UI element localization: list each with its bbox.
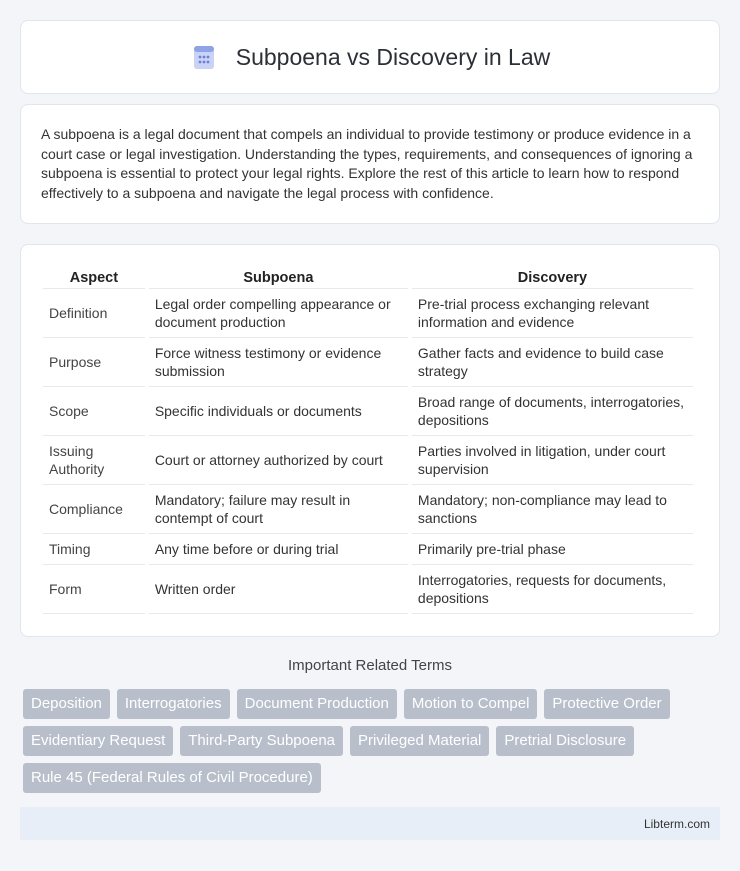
term-tag[interactable]: Pretrial Disclosure bbox=[496, 726, 634, 756]
table-row bbox=[43, 338, 693, 387]
comparison-table-card bbox=[20, 244, 720, 637]
cell-aspect: Compliance bbox=[43, 485, 145, 534]
cell-discovery: Parties involved in litigation, under court supervision bbox=[412, 436, 693, 485]
table-row bbox=[43, 485, 693, 534]
table-header-row bbox=[43, 265, 693, 289]
term-tag[interactable]: Interrogatories bbox=[117, 689, 230, 719]
header-aspect: Aspect bbox=[43, 265, 145, 289]
cell-discovery: Pre-trial process exchanging relevant information and evidence bbox=[412, 289, 693, 338]
table-row bbox=[43, 289, 693, 338]
term-tag[interactable]: Deposition bbox=[23, 689, 110, 719]
term-tag[interactable]: Third-Party Subpoena bbox=[180, 726, 343, 756]
cell-subpoena: Mandatory; failure may result in contempt of court bbox=[149, 485, 408, 534]
comparison-table bbox=[39, 265, 697, 614]
cell-discovery: Primarily pre-trial phase bbox=[412, 534, 693, 565]
cell-discovery: Mandatory; non-compliance may lead to sanctions bbox=[412, 485, 693, 534]
footer bbox=[20, 807, 720, 840]
term-tag[interactable]: Protective Order bbox=[544, 689, 669, 719]
cell-subpoena: Legal order compelling appearance or document production bbox=[149, 289, 408, 338]
table-row bbox=[43, 436, 693, 485]
footer-link[interactable]: Libterm.com bbox=[643, 816, 710, 831]
term-tag[interactable]: Motion to Compel bbox=[404, 689, 538, 719]
header-discovery: Discovery bbox=[412, 265, 693, 289]
cell-subpoena: Any time before or during trial bbox=[149, 534, 408, 565]
term-tag[interactable]: Rule 45 (Federal Rules of Civil Procedure) bbox=[23, 763, 321, 793]
term-tag[interactable]: Privileged Material bbox=[350, 726, 489, 756]
cell-aspect: Timing bbox=[43, 534, 145, 565]
cell-subpoena: Force witness testimony or evidence submission bbox=[149, 338, 408, 387]
cell-discovery: Gather facts and evidence to build case strategy bbox=[412, 338, 693, 387]
related-terms-list bbox=[23, 689, 723, 793]
header-subpoena: Subpoena bbox=[149, 265, 408, 289]
table-row bbox=[43, 387, 693, 436]
intro-section bbox=[20, 104, 720, 224]
cell-aspect: Form bbox=[43, 565, 145, 614]
page-header bbox=[20, 20, 720, 94]
intro-text: A subpoena is a legal document that compels an individual to provide testimony or produce evidence in a court case or legal investigation. Understanding the types, requirements, and consequences of ignoring a subpoena is essential to protect your legal rights. Explore the rest of this article to learn how to respond effectively to a subpoena and navigate the legal process with confidence. bbox=[41, 126, 693, 201]
table-row bbox=[43, 565, 693, 614]
cell-aspect: Issuing Authority bbox=[43, 436, 145, 485]
cell-subpoena: Written order bbox=[149, 565, 408, 614]
cell-aspect: Definition bbox=[43, 289, 145, 338]
cell-aspect: Scope bbox=[43, 387, 145, 436]
cell-discovery: Broad range of documents, interrogatories, depositions bbox=[412, 387, 693, 436]
table-row bbox=[43, 534, 693, 565]
cell-subpoena: Court or attorney authorized by court bbox=[149, 436, 408, 485]
document-icon bbox=[190, 43, 218, 71]
cell-aspect: Purpose bbox=[43, 338, 145, 387]
related-terms-title: Important Related Terms bbox=[288, 657, 452, 674]
term-tag[interactable]: Evidentiary Request bbox=[23, 726, 173, 756]
cell-subpoena: Specific individuals or documents bbox=[149, 387, 408, 436]
page-title: Subpoena vs Discovery in Law bbox=[235, 43, 551, 70]
cell-discovery: Interrogatories, requests for documents, depositions bbox=[412, 565, 693, 614]
term-tag[interactable]: Document Production bbox=[237, 689, 397, 719]
